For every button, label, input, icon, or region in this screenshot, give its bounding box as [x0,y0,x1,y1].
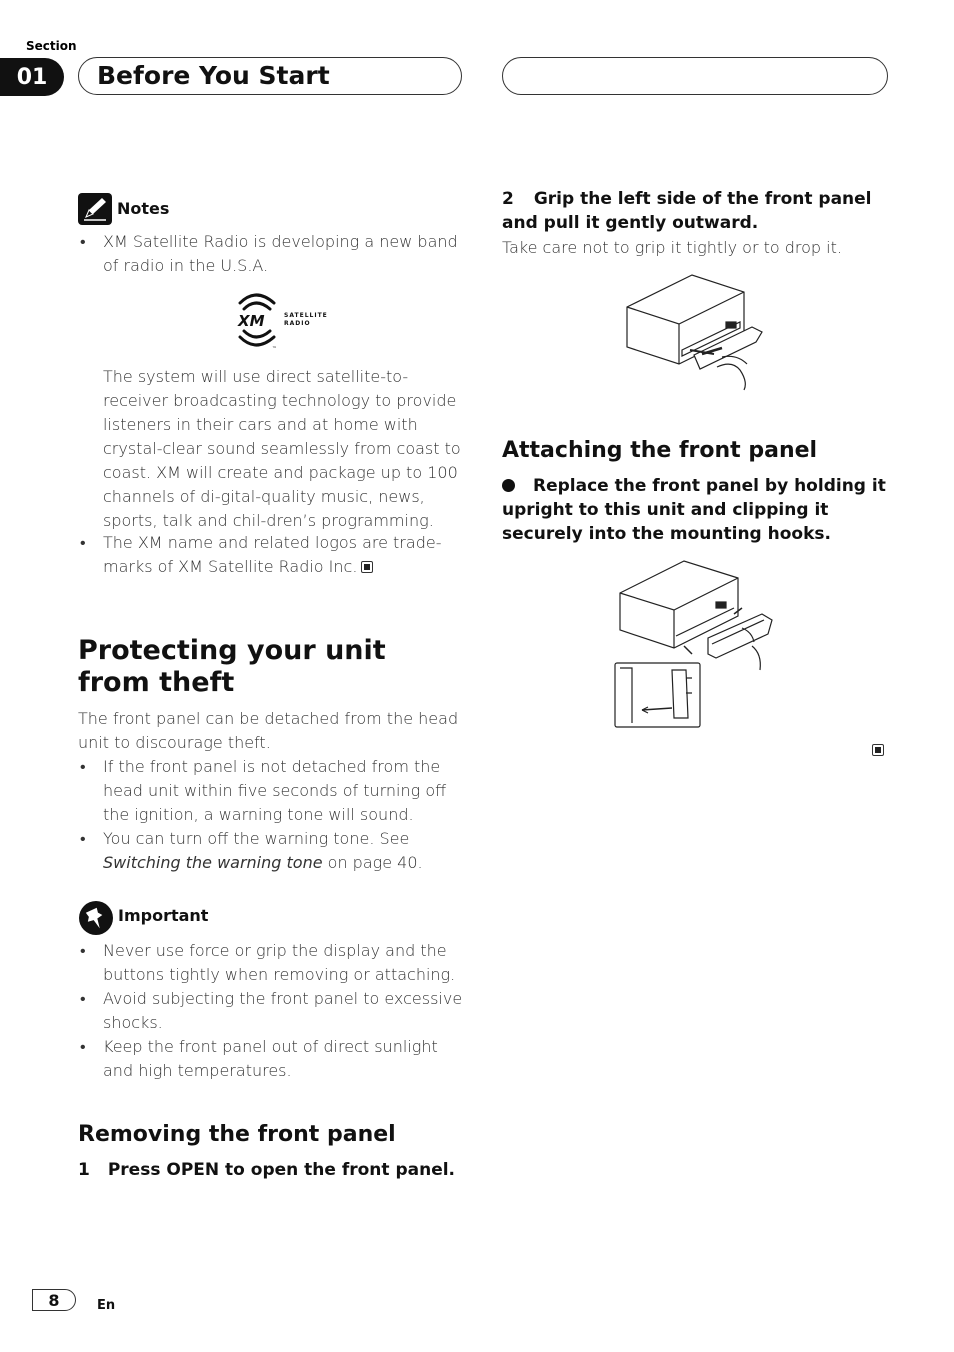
svg-text:XM: XM [238,312,265,330]
cross-reference: Switching the warning tone [103,853,323,872]
step-1 [78,1158,463,1182]
important-text: Avoid subjecting the front panel to excessive shocks. [103,989,463,1032]
notes-heading: Notes [117,199,170,218]
important-item [78,1035,468,1083]
protect-bullet-text: If the front panel is not detached from the head unit within five seconds of turning off the ignition, a warning tone will sound. [103,757,447,824]
xm-logo-tm: ™ [272,346,277,351]
protect-intro: The front panel can be detached from the head unit to discourage theft. [78,709,459,752]
protect-heading: Protecting your unit from theft [78,635,386,698]
step-text: Press OPEN to open the front panel. [107,1160,456,1180]
important-item [78,987,468,1035]
attach-heading: Attaching the front panel [502,438,818,463]
note-item [78,230,463,278]
end-mark-icon [361,561,373,573]
end-mark [872,740,884,759]
important-item [78,939,468,987]
protect-bullet-text: on page 40. [322,853,423,872]
removing-heading: Removing the front panel [78,1122,396,1147]
step-text: Grip the left side of the front panel and pull it gently outward. [502,189,872,233]
xm-paragraph: The system will use direct satellite-to-receiver broadcasting technology to provide listeners in their cars and at home with crystal-clear sound seamlessly from coast to coast. XM will create and package up to 100 channels of di-gital-quality music, news, sports, talk and chil-dren’s programming. [103,367,461,530]
important-text: Never use force or grip the display and the buttons tightly when removing or attaching. [103,941,456,984]
important-icon [78,900,114,936]
attach-panel-illustration [612,558,780,730]
step-number: 2 [502,189,514,209]
page-number: 8 [32,1289,76,1311]
note-text: XM Satellite Radio is developing a new band of radio in the U.S.A. [103,232,458,275]
step-number: 1 [78,1160,90,1180]
language-label: En [97,1298,116,1313]
attach-step [502,474,892,546]
protect-bullet-text: You can turn off the warning tone. See [103,829,410,848]
right-header-frame [502,57,888,95]
bullet-dot-icon [502,479,515,492]
important-text: Keep the front panel out of direct sunlight and high temperatures. [103,1037,438,1080]
protect-bullet [78,827,463,875]
end-mark-icon [872,744,884,756]
protect-bullet [78,755,463,827]
step-2 [502,187,892,235]
xm-logo-text-2: RADIO [284,320,311,327]
note-item [78,531,463,579]
section-number: 01 [0,58,64,96]
remove-panel-illustration [622,272,767,394]
xm-satellite-radio-logo [234,289,334,351]
note-text: The XM name and related logos are trade-marks of XM Satellite Radio Inc. [103,533,442,576]
important-heading: Important [118,906,209,925]
section-label: Section [26,39,77,53]
attach-step-text: Replace the front panel by holding it upright to this unit and clipping it securely into the mounting hooks. [502,476,886,544]
page-title: Before You Start [97,61,330,90]
notes-icon [78,193,112,225]
step-2-note: Take care not to grip it tightly or to drop it. [502,238,842,257]
xm-logo-text-1: SATELLITE [284,312,328,319]
